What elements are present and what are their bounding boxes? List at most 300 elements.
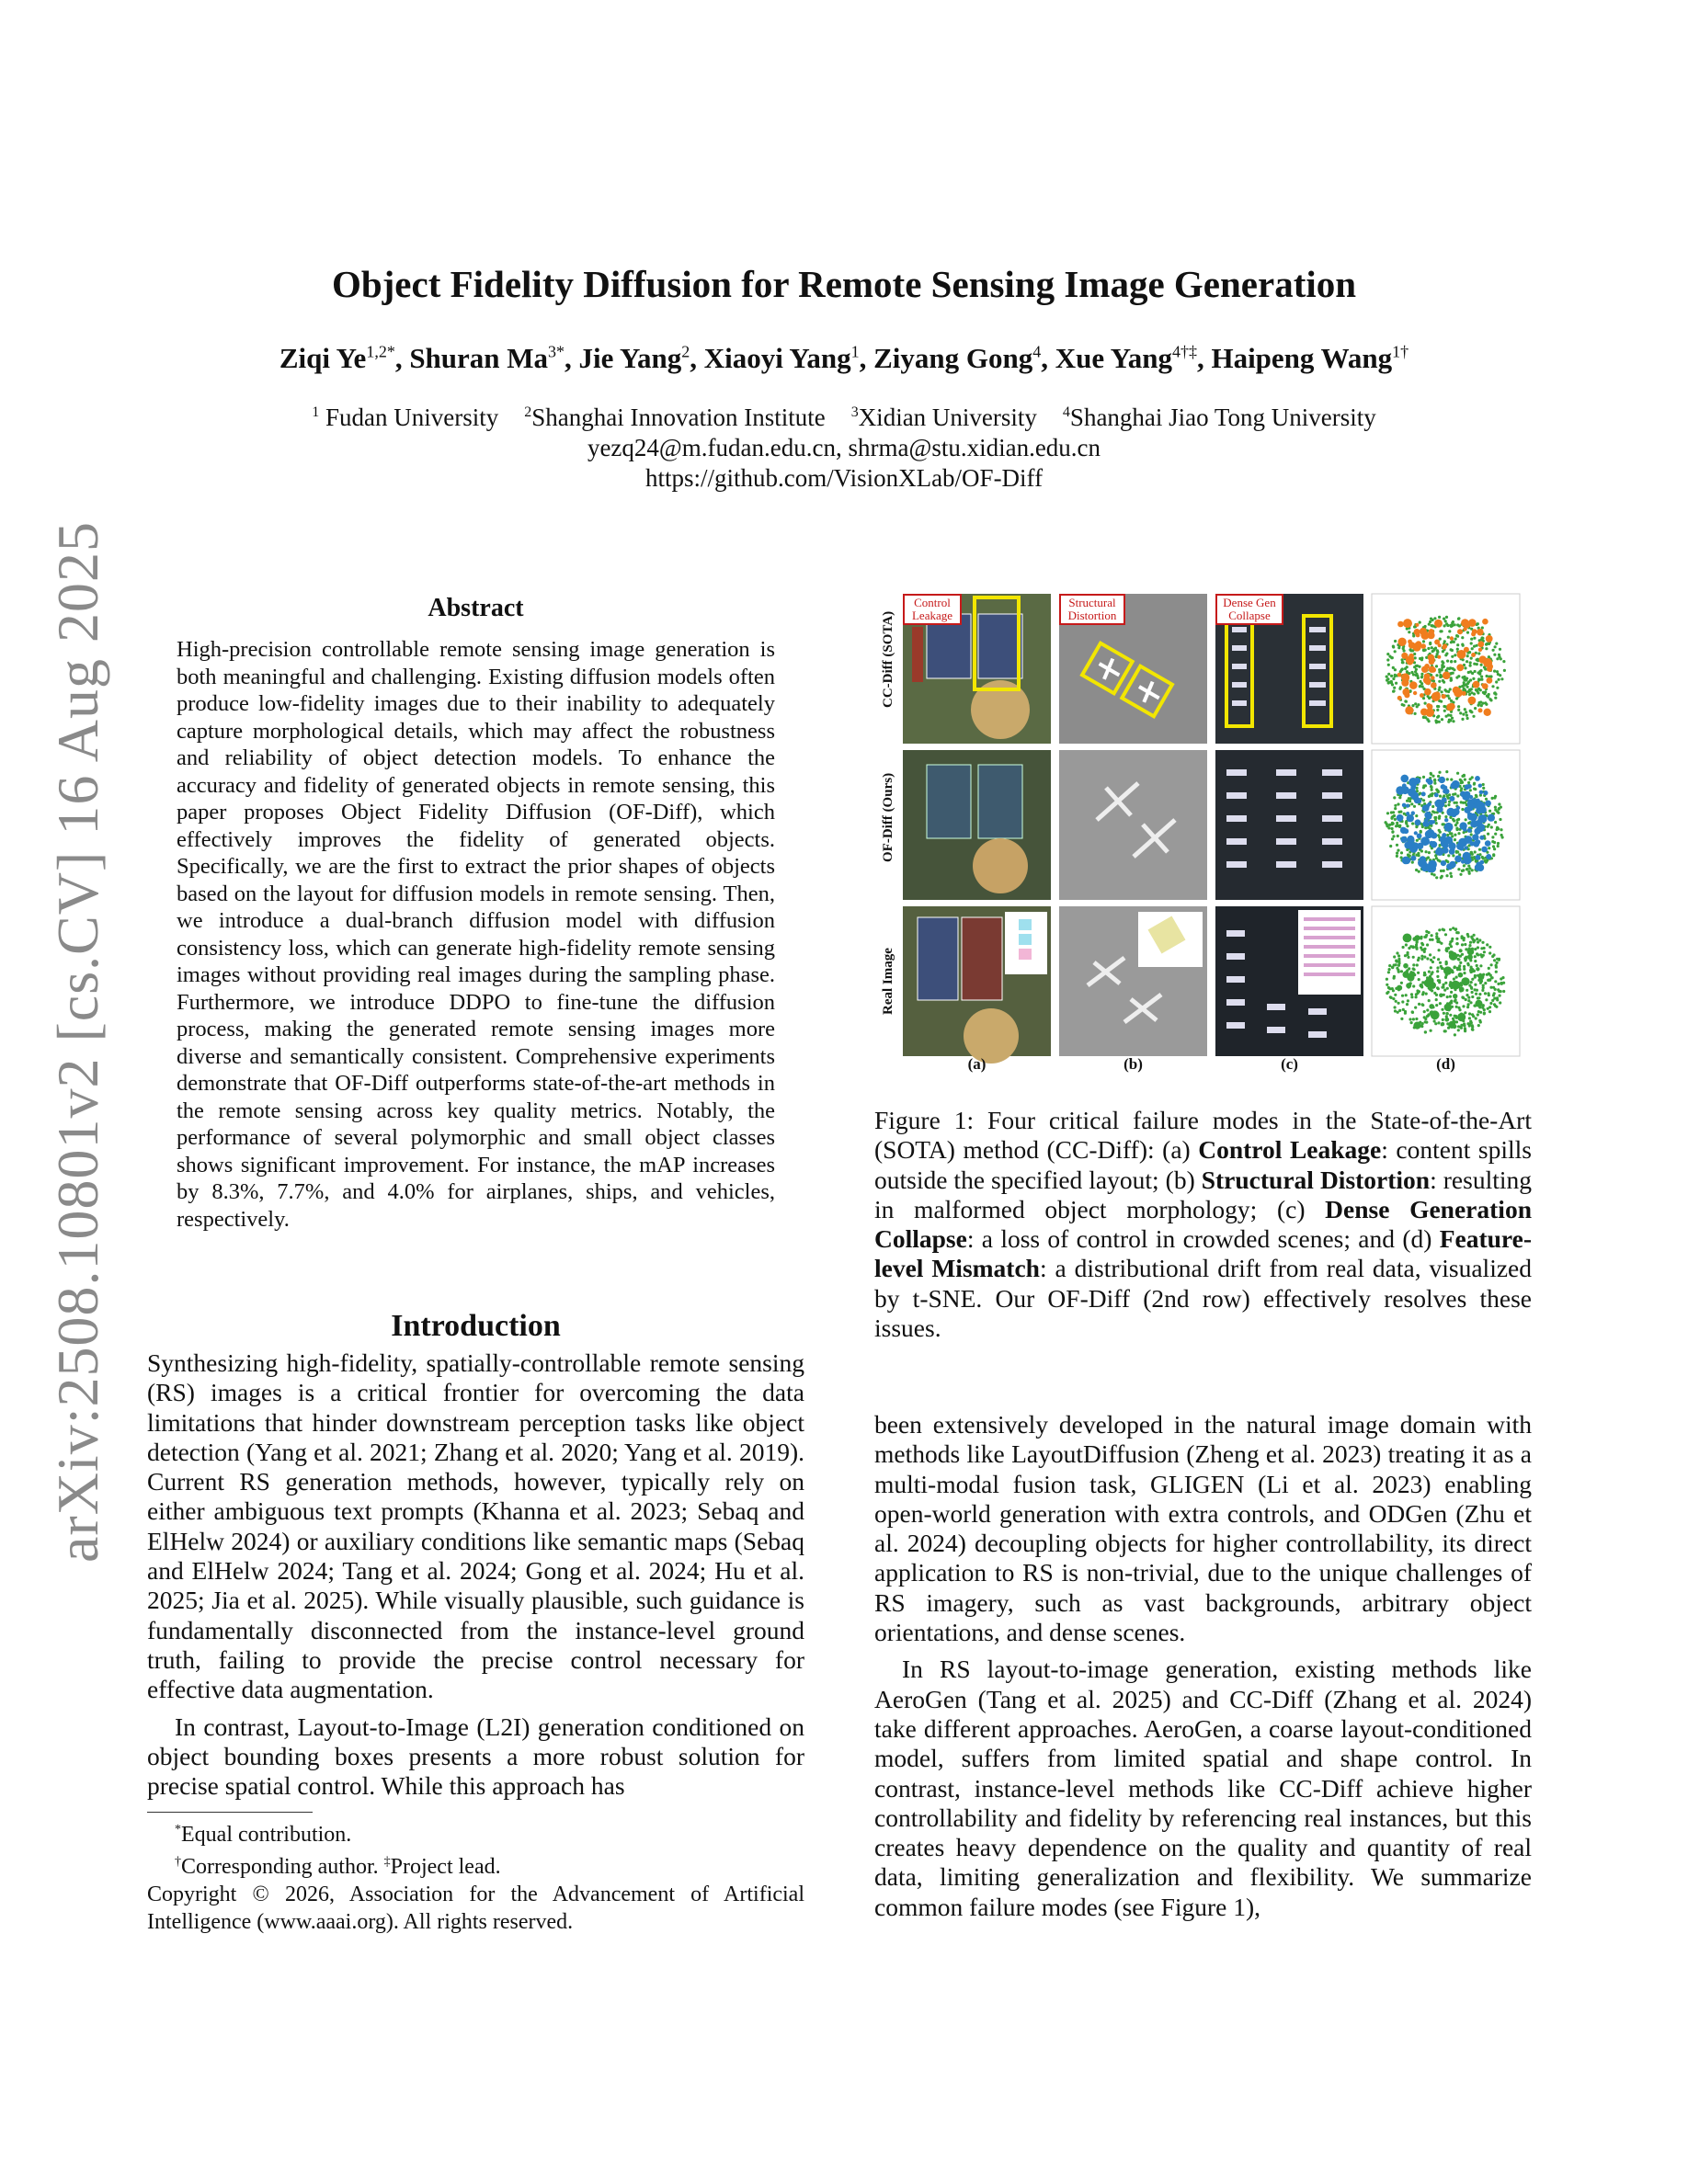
tsne-point <box>1471 672 1474 675</box>
tsne-point <box>1453 802 1455 804</box>
tsne-point <box>1434 816 1437 819</box>
tsne-point <box>1475 795 1477 798</box>
tsne-point <box>1416 963 1419 966</box>
tsne-point <box>1452 818 1454 821</box>
tsne-point <box>1404 954 1407 957</box>
tsne-point <box>1470 642 1473 644</box>
tsne-point <box>1431 938 1434 941</box>
tsne-point <box>1454 838 1456 841</box>
tsne-point <box>1420 958 1423 961</box>
tsne-point <box>1441 690 1443 693</box>
tsne-point <box>1450 779 1453 781</box>
tsne-point <box>1456 772 1459 775</box>
tsne-point <box>1397 802 1399 805</box>
tsne-point <box>1431 667 1436 673</box>
tsne-point <box>1401 995 1404 997</box>
tsne-point <box>1405 994 1408 996</box>
tsne-point <box>1431 792 1433 795</box>
tsne-point <box>1493 997 1496 1000</box>
tsne-point <box>1479 964 1482 967</box>
tsne-point <box>1486 854 1491 859</box>
tsne-point <box>1497 983 1500 985</box>
tsne-point <box>1457 709 1460 711</box>
tsne-point <box>1433 992 1436 995</box>
tsne-point <box>1474 974 1477 977</box>
tsne-point <box>1474 670 1477 673</box>
tsne-point <box>1502 990 1505 993</box>
tsne-point <box>1463 681 1466 684</box>
tsne-point <box>1461 685 1464 688</box>
tsne-point <box>1402 647 1405 650</box>
tsne-point <box>1437 1021 1440 1024</box>
tsne-point <box>1449 940 1452 943</box>
author-name: Ziyang Gong <box>873 342 1033 374</box>
tsne-point <box>1420 673 1423 676</box>
tsne-point <box>1496 687 1499 689</box>
tsne-point <box>1495 964 1498 967</box>
col-label-c: (c) <box>1281 1055 1298 1073</box>
tsne-point <box>1485 798 1488 801</box>
tsne-point <box>1502 660 1505 663</box>
tsne-point <box>1464 943 1466 946</box>
tsne-point <box>1455 850 1458 853</box>
tsne-point <box>1426 1008 1429 1011</box>
tsne-point <box>1425 708 1434 717</box>
tsne-point <box>1477 704 1480 707</box>
tsne-point <box>1419 685 1421 688</box>
tsne-point <box>1488 693 1490 696</box>
tsne-point <box>1410 802 1413 805</box>
tsne-point <box>1452 812 1457 817</box>
tsne-point <box>1470 986 1473 989</box>
tsne-point <box>1443 688 1446 691</box>
tsne-point <box>1397 835 1399 837</box>
tsne-point <box>1453 641 1455 643</box>
tsne-point <box>1481 941 1484 944</box>
tsne-point <box>1385 821 1387 824</box>
tsne-point <box>1396 825 1398 827</box>
tsne-point <box>1451 655 1454 658</box>
tsne-point <box>1396 967 1398 970</box>
tsne-point <box>1389 845 1392 847</box>
tsne-point <box>1444 823 1454 832</box>
tsne-point <box>1476 938 1478 940</box>
tsne-point <box>1422 716 1425 719</box>
tsne-point <box>1474 988 1477 991</box>
tsne-point <box>1425 1021 1428 1024</box>
tsne-point <box>1435 721 1438 723</box>
tsne-point <box>1439 674 1442 677</box>
tsne-point <box>1444 815 1447 818</box>
tsne-point <box>1477 1024 1480 1027</box>
affiliation-name: Shanghai Innovation Institute <box>531 404 826 431</box>
tsne-point <box>1495 680 1498 683</box>
tsne-point <box>1411 822 1414 825</box>
tsne-point <box>1470 711 1473 713</box>
tsne-point <box>1488 946 1491 949</box>
tsne-point <box>1438 616 1441 619</box>
tsne-point <box>1397 971 1400 973</box>
tsne-point <box>1483 1008 1486 1011</box>
tsne-point <box>1464 666 1466 669</box>
tsne-point <box>1392 835 1395 837</box>
tsne-point <box>1387 673 1390 676</box>
tsne-point <box>1442 694 1446 699</box>
panel-d-row1 <box>1372 594 1520 744</box>
tsne-point <box>1415 935 1420 940</box>
tsne-point <box>1474 984 1477 986</box>
tsne-point <box>1393 687 1396 689</box>
tag-dense-gen-collapse: Dense Gen Collapse <box>1215 594 1283 625</box>
tsne-point <box>1482 783 1485 786</box>
author-mark: 2 <box>681 342 690 361</box>
tsne-point <box>1463 965 1466 968</box>
row-label-cc-diff: CC-Diff (SOTA) <box>881 610 895 708</box>
tsne-point <box>1433 779 1436 782</box>
tsne-point <box>1452 1018 1454 1020</box>
tsne-point <box>1473 783 1476 786</box>
tsne-point <box>1470 833 1473 836</box>
panel-c-row2 <box>1215 750 1363 900</box>
tsne-point <box>1449 995 1452 998</box>
tsne-point <box>1410 1021 1413 1024</box>
tsne-point <box>1466 660 1468 663</box>
tsne-point <box>1424 649 1427 652</box>
tsne-point <box>1492 853 1495 856</box>
tsne-point <box>1433 782 1436 785</box>
panel-a-row2 <box>903 750 1051 900</box>
tsne-point <box>1441 660 1443 663</box>
tsne-point <box>1457 705 1460 708</box>
tsne-point <box>1409 654 1414 659</box>
tsne-point <box>1427 647 1430 650</box>
tsne-point <box>1394 807 1397 810</box>
tsne-point <box>1481 636 1484 639</box>
author-mark: 1† <box>1392 342 1409 361</box>
tsne-point <box>1460 801 1463 803</box>
tsne-point <box>1449 928 1452 931</box>
col-label-b: (b) <box>1123 1055 1143 1073</box>
tsne-point <box>1443 710 1446 712</box>
tsne-point <box>1478 848 1481 851</box>
tsne-point <box>1437 958 1440 961</box>
tsne-point <box>1435 674 1438 677</box>
tsne-point <box>1409 778 1418 787</box>
tsne-point <box>1454 856 1462 863</box>
tsne-point <box>1459 987 1465 993</box>
tsne-point <box>1488 643 1490 645</box>
tsne-point <box>1468 697 1477 705</box>
panel-b-row3 <box>1059 906 1207 1056</box>
tag-structural-distortion: Structural Distortion <box>1059 594 1125 625</box>
tsne-point <box>1495 643 1498 645</box>
tsne-point <box>1388 964 1391 967</box>
tsne-point <box>1397 954 1400 957</box>
tsne-point <box>1455 822 1458 825</box>
tsne-point <box>1478 993 1481 995</box>
row-label-of-diff: OF-Diff (Ours) <box>881 772 895 862</box>
tsne-point <box>1468 1024 1471 1027</box>
tsne-point <box>1407 951 1409 954</box>
tsne-point <box>1435 932 1438 935</box>
tsne-point <box>1485 801 1491 807</box>
tsne-point <box>1445 616 1448 619</box>
author-mark: 1,2* <box>366 342 395 361</box>
tsne-point <box>1420 942 1423 945</box>
tsne-point <box>1443 870 1445 872</box>
tsne-point <box>1482 683 1488 689</box>
tsne-point <box>1495 1006 1498 1008</box>
tsne-point <box>1424 673 1431 679</box>
tsne-point <box>1389 995 1392 998</box>
tsne-point <box>1466 868 1468 870</box>
tsne-point <box>1430 618 1432 620</box>
tsne-point <box>1453 978 1455 981</box>
tsne-point <box>1401 661 1404 664</box>
tsne-point <box>1415 993 1418 995</box>
tsne-point <box>1435 1004 1438 1007</box>
tsne-point <box>1413 968 1416 971</box>
tsne-point <box>1441 784 1446 790</box>
tsne-point <box>1487 696 1489 699</box>
tsne-point <box>1497 842 1500 845</box>
tsne-point <box>1491 685 1494 688</box>
tsne-point <box>1434 640 1440 645</box>
tsne-point <box>1412 946 1415 949</box>
tsne-point <box>1466 714 1468 717</box>
tsne-point <box>1457 868 1460 870</box>
tsne-point <box>1449 1014 1452 1017</box>
tsne-point <box>1422 786 1425 789</box>
tsne-point <box>1500 834 1503 836</box>
tsne-point <box>1456 648 1459 651</box>
tsne-point <box>1397 985 1402 991</box>
tsne-point <box>1417 843 1423 849</box>
tsne-point <box>1443 672 1451 680</box>
tsne-point <box>1427 856 1430 859</box>
tsne-point <box>1479 791 1484 795</box>
tsne-point <box>1414 629 1420 635</box>
introduction-heading: Introduction <box>391 1309 561 1343</box>
tsne-point <box>1431 961 1434 963</box>
tsne-point <box>1477 1013 1479 1016</box>
tsne-point <box>1435 665 1438 667</box>
intro-left-column <box>147 1348 804 1801</box>
tsne-point <box>1400 970 1403 973</box>
tsne-point <box>1414 702 1417 705</box>
tsne-point <box>1420 856 1426 862</box>
tsne-point <box>1423 1016 1426 1018</box>
tsne-point <box>1467 1003 1470 1006</box>
tsne-point <box>1429 953 1431 956</box>
tsne-point <box>1445 653 1448 655</box>
tsne-point <box>1442 1018 1444 1021</box>
tsne-point <box>1416 839 1419 842</box>
figure-1-panels <box>890 590 1534 1068</box>
tsne-point <box>1486 635 1493 643</box>
tsne-point <box>1493 670 1496 673</box>
tsne-point <box>1462 825 1466 829</box>
tsne-point <box>1431 1010 1440 1019</box>
author-mark: 3* <box>548 342 565 361</box>
tsne-point <box>1477 641 1484 647</box>
tsne-point <box>1396 951 1398 954</box>
tsne-point <box>1415 825 1418 828</box>
tsne-point <box>1456 819 1459 822</box>
tsne-point <box>1457 650 1466 659</box>
tsne-point <box>1391 823 1394 825</box>
panel-b-row2 <box>1059 750 1207 900</box>
tsne-point <box>1476 967 1479 971</box>
tsne-point <box>1478 701 1481 704</box>
tsne-point <box>1422 799 1425 802</box>
tsne-point <box>1451 649 1454 652</box>
tsne-point <box>1491 836 1494 838</box>
tsne-point <box>1474 828 1480 835</box>
tsne-point <box>1435 998 1438 1001</box>
tsne-point <box>1434 647 1437 650</box>
tsne-point <box>1459 949 1463 952</box>
tsne-point <box>1391 837 1394 840</box>
tsne-point <box>1481 989 1484 992</box>
tsne-point <box>1411 811 1415 814</box>
tsne-point <box>1494 691 1497 694</box>
tsne-point <box>1392 690 1395 693</box>
tsne-point <box>1485 647 1488 650</box>
tsne-point <box>1496 996 1499 999</box>
tsne-point <box>1424 702 1427 705</box>
tsne-point <box>1394 994 1397 996</box>
tsne-point <box>1494 806 1497 809</box>
tsne-point <box>1397 673 1402 677</box>
tag-control-leakage: Control Leakage <box>903 594 962 625</box>
tsne-point <box>1482 857 1485 859</box>
tsne-point <box>1435 847 1443 856</box>
tsne-point <box>1420 831 1422 834</box>
tsne-point <box>1450 700 1453 702</box>
tsne-point <box>1436 986 1439 989</box>
tsne-point <box>1454 834 1456 836</box>
tsne-point <box>1455 677 1458 679</box>
tsne-point <box>1499 648 1501 651</box>
tsne-point <box>1473 788 1476 791</box>
tsne-point <box>1452 667 1454 670</box>
tsne-point <box>1447 695 1450 698</box>
tsne-point <box>1469 968 1475 973</box>
tsne-point <box>1435 935 1438 938</box>
tsne-point <box>1392 677 1395 680</box>
tsne-point <box>1420 946 1422 949</box>
tsne-point <box>1482 619 1488 625</box>
tsne-point <box>1445 874 1448 877</box>
tsne-point <box>1424 818 1429 823</box>
affiliation-line <box>0 397 1688 433</box>
tsne-point <box>1452 620 1454 623</box>
tsne-point <box>1454 792 1456 795</box>
tsne-point <box>1391 827 1394 830</box>
tsne-point <box>1394 804 1397 807</box>
tsne-point <box>1489 986 1492 989</box>
tsne-point <box>1470 820 1477 827</box>
copyright-notice: Copyright © 2026, Association for the Advancement of Artificial Intelligence (www.aaai.org). All rights reserved. <box>147 1883 804 1934</box>
tsne-point <box>1420 693 1424 698</box>
tsne-point <box>1490 825 1493 828</box>
tsne-point <box>1408 947 1410 950</box>
tsne-point <box>1477 677 1480 680</box>
tsne-point <box>1463 1024 1466 1027</box>
tsne-point <box>1413 691 1417 695</box>
tsne-point <box>1477 953 1479 956</box>
tsne-point <box>1496 657 1499 660</box>
tsne-point <box>1467 954 1473 960</box>
tsne-point <box>1466 962 1469 965</box>
tsne-point <box>1463 937 1466 939</box>
tsne-point <box>1448 1021 1455 1029</box>
tsne-point <box>1446 660 1449 663</box>
tsne-point <box>1447 797 1450 800</box>
tsne-point <box>1418 978 1420 981</box>
tsne-point <box>1430 773 1432 776</box>
tsne-point <box>1446 1012 1449 1015</box>
tsne-point <box>1464 779 1466 781</box>
tsne-point <box>1456 643 1459 646</box>
tsne-point <box>1412 984 1415 987</box>
tsne-point <box>1397 811 1400 813</box>
tsne-point <box>1410 995 1413 998</box>
tsne-point <box>1463 627 1466 631</box>
tsne-point <box>1431 805 1434 808</box>
col-label-d: (d) <box>1436 1055 1455 1073</box>
tsne-point <box>1462 644 1465 647</box>
tsne-point <box>1460 781 1463 784</box>
tsne-point <box>1405 700 1408 703</box>
tsne-point <box>1398 688 1401 690</box>
tsne-point <box>1478 938 1481 941</box>
tsne-point <box>1488 847 1490 849</box>
tsne-point <box>1421 1022 1424 1025</box>
tsne-point <box>1444 982 1447 984</box>
tsne-point <box>1401 679 1409 687</box>
tsne-point <box>1415 623 1419 627</box>
tsne-point <box>1448 630 1451 632</box>
tsne-point <box>1496 961 1499 964</box>
tsne-point <box>1386 812 1389 814</box>
tsne-point <box>1476 964 1478 967</box>
col-label-a: (a) <box>967 1055 987 1073</box>
tsne-point <box>1441 840 1448 847</box>
tsne-point <box>1415 819 1421 825</box>
tsne-point <box>1458 973 1464 978</box>
tsne-point <box>1387 971 1390 973</box>
tsne-point <box>1435 857 1438 859</box>
tsne-point <box>1400 851 1403 854</box>
intro-paragraph-2: In contrast, Layout-to-Image (L2I) generation conditioned on object bounding boxes presents a more robust solution for precise spatial control. While this approach has <box>147 1712 804 1801</box>
affiliation-mark: 4 <box>1062 404 1070 420</box>
tsne-point <box>1420 676 1423 678</box>
tsne-point <box>1488 824 1490 826</box>
project-url[interactable]: https://github.com/VisionXLab/OF-Diff <box>644 464 1044 492</box>
tsne-point <box>1443 624 1446 627</box>
tsne-point <box>1388 968 1391 971</box>
tsne-point <box>1450 636 1454 640</box>
tsne-point <box>1459 711 1462 714</box>
tsne-point <box>1449 624 1452 627</box>
tsne-point <box>1429 1004 1434 1009</box>
tsne-point <box>1498 807 1500 810</box>
tsne-point <box>1455 1006 1458 1008</box>
tsne-point <box>1445 715 1448 718</box>
tsne-point <box>1471 995 1474 998</box>
